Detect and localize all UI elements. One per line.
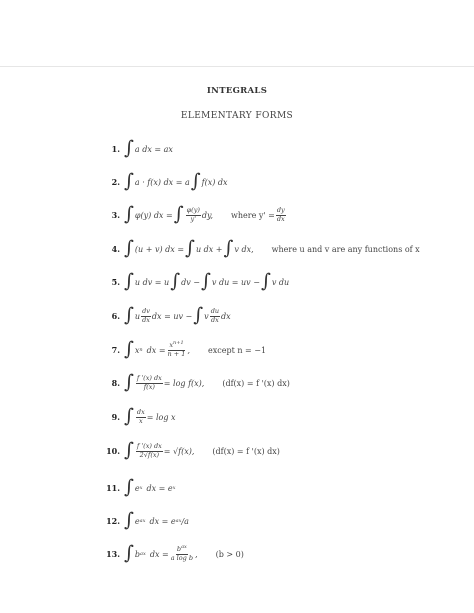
integral-sign-icon: ∫: [260, 269, 271, 292]
fraction-denominator: dx: [142, 315, 150, 324]
formula-number: 6.: [111, 311, 120, 321]
fraction-numerator: dy: [276, 206, 285, 215]
formula-6: [103, 302, 231, 330]
formula-note: (df(x) = f '(x) dx): [212, 446, 280, 456]
fraction-denominator: n + 1: [167, 350, 186, 359]
formula-2: [103, 168, 228, 196]
formula-11: [103, 474, 175, 502]
numerator-base: x: [169, 341, 174, 350]
formula-number: 13.: [106, 549, 120, 559]
integral-sign-icon: ∫: [124, 303, 134, 326]
exponent: x: [139, 485, 143, 491]
formula-expression-part: dx =: [149, 549, 169, 559]
formula-expression: e: [134, 483, 140, 493]
formula-expression: b: [134, 549, 141, 559]
integral-sign-icon: ∫: [124, 202, 134, 225]
exponent: n: [139, 347, 143, 353]
formula-expression: (u + v) dx =: [134, 244, 185, 254]
formula-expression-part: dx = e: [149, 516, 176, 526]
integral-sign-icon: ∫: [124, 370, 134, 393]
formula-number: 1.: [111, 144, 120, 154]
integral-sign-icon: ∫: [124, 169, 134, 192]
fraction-numerator: φ(y): [186, 206, 200, 215]
integral-sign-icon: ∫: [124, 438, 134, 461]
formula-number: 10.: [106, 446, 120, 456]
formula-expression-part: dy,: [201, 210, 214, 220]
formula-expression-part: v du = uv −: [211, 277, 260, 287]
fraction: [170, 545, 194, 562]
page-top-rule: [0, 66, 474, 67]
integral-sign-icon: ∫: [124, 269, 134, 292]
formula-expression-part: dx = e: [146, 483, 173, 493]
fraction-denominator: y': [190, 214, 196, 223]
numerator-base: b: [176, 545, 182, 554]
formula-12: [103, 507, 189, 535]
subsection-title: ELEMENTARY FORMS: [180, 111, 294, 121]
formula-expression-part: dv −: [181, 277, 200, 287]
fraction-numerator: dv: [142, 307, 150, 316]
formula-7: [103, 336, 266, 364]
integral-sign-icon: ∫: [200, 269, 211, 292]
formula-note: (b > 0): [215, 549, 244, 559]
formula-number: 3.: [111, 210, 120, 220]
formula-expression-part: = log f(x),: [163, 378, 205, 388]
fraction-numerator: f '(x) dx: [136, 442, 162, 451]
integral-sign-icon: ∫: [223, 236, 234, 259]
formula-number: 12.: [106, 516, 120, 526]
fraction-denominator: 2√f(x): [139, 450, 160, 459]
formula-expression-part: ,: [187, 345, 190, 355]
integral-sign-icon: ∫: [170, 269, 181, 292]
exponent: x: [172, 485, 176, 491]
fraction: [136, 409, 146, 425]
formula-expression: u dv = u: [134, 277, 170, 287]
formula-expression-part: = √f(x),: [163, 446, 195, 456]
integral-sign-icon: ∫: [124, 541, 134, 564]
formula-9: [103, 403, 176, 431]
fraction-numerator: du: [210, 307, 220, 316]
integral-sign-icon: ∫: [173, 202, 184, 225]
integral-sign-icon: ∫: [124, 475, 134, 498]
integral-sign-icon: ∫: [190, 169, 201, 192]
formula-8: [103, 369, 290, 397]
formula-13: [103, 540, 244, 568]
fraction: [136, 375, 163, 391]
formula-expression-part: /a: [181, 516, 189, 526]
fraction-denominator: f(x): [143, 382, 155, 391]
formula-number: 2.: [111, 177, 120, 187]
integral-sign-icon: ∫: [124, 136, 134, 159]
formula-note: where y' =: [231, 210, 275, 220]
integral-sign-icon: ∫: [193, 303, 204, 326]
integral-sign-icon: ∫: [124, 508, 134, 531]
formula-expression-part: dx: [221, 311, 231, 321]
formula-expression-part: ,: [195, 549, 198, 559]
formula-expression-part: v du: [271, 277, 290, 287]
exponent: ax: [181, 544, 187, 551]
formula-expression: φ(y) dx =: [134, 210, 173, 220]
fraction: [276, 207, 286, 223]
formula-note: except n = −1: [208, 345, 267, 355]
exponent: ax: [175, 518, 182, 524]
formula-note: (df(x) = f '(x) dx): [222, 378, 290, 388]
integral-sign-icon: ∫: [124, 404, 134, 427]
formula-expression-part: v dx,: [234, 244, 254, 254]
formula-4: [103, 235, 420, 263]
fraction: [167, 341, 187, 358]
formula-10: [103, 437, 280, 465]
formula-expression-part: = log x: [146, 412, 176, 422]
integral-sign-icon: ∫: [124, 236, 134, 259]
fraction-denominator: a log b: [170, 554, 194, 563]
formula-expression-part: u dx +: [195, 244, 223, 254]
exponent: ax: [139, 518, 146, 524]
formula-expression: a dx = ax: [134, 144, 173, 154]
formula-expression-part: f(x) dx: [201, 177, 228, 187]
fraction-denominator: dx: [210, 315, 219, 324]
fraction: [136, 443, 163, 459]
fraction: [141, 308, 151, 324]
fraction: [210, 308, 220, 324]
formula-3: [103, 201, 287, 229]
section-title: INTEGRALS: [206, 86, 268, 96]
exponent: ax: [140, 551, 146, 557]
formula-expression-part: v: [204, 311, 209, 321]
formula-number: 7.: [111, 345, 120, 355]
formula-note: where u and v are any functions of x: [271, 244, 420, 254]
formula-expression: e: [134, 516, 140, 526]
formula-expression-part: dx = uv −: [151, 311, 193, 321]
formula-expression-part: dx =: [146, 345, 166, 355]
formula-number: 5.: [111, 277, 120, 287]
fraction-denominator: dx: [276, 214, 285, 223]
fraction-denominator: x: [138, 416, 143, 425]
formula-number: 9.: [111, 412, 120, 422]
formula-number: 8.: [111, 378, 120, 388]
formula-number: 11.: [106, 483, 120, 493]
formula-number: 4.: [111, 244, 120, 254]
formula-expression: a · f(x) dx = a: [134, 177, 190, 187]
fraction-numerator: f '(x) dx: [136, 374, 162, 383]
exponent: n+1: [173, 340, 184, 347]
fraction-numerator: dx: [136, 408, 145, 417]
formula-expression: x: [134, 345, 140, 355]
fraction: [186, 207, 201, 223]
formula-expression: u: [134, 311, 141, 321]
formula-1: [103, 135, 173, 163]
integral-sign-icon: ∫: [124, 337, 134, 360]
formula-5: [103, 268, 289, 296]
integral-sign-icon: ∫: [185, 236, 195, 259]
